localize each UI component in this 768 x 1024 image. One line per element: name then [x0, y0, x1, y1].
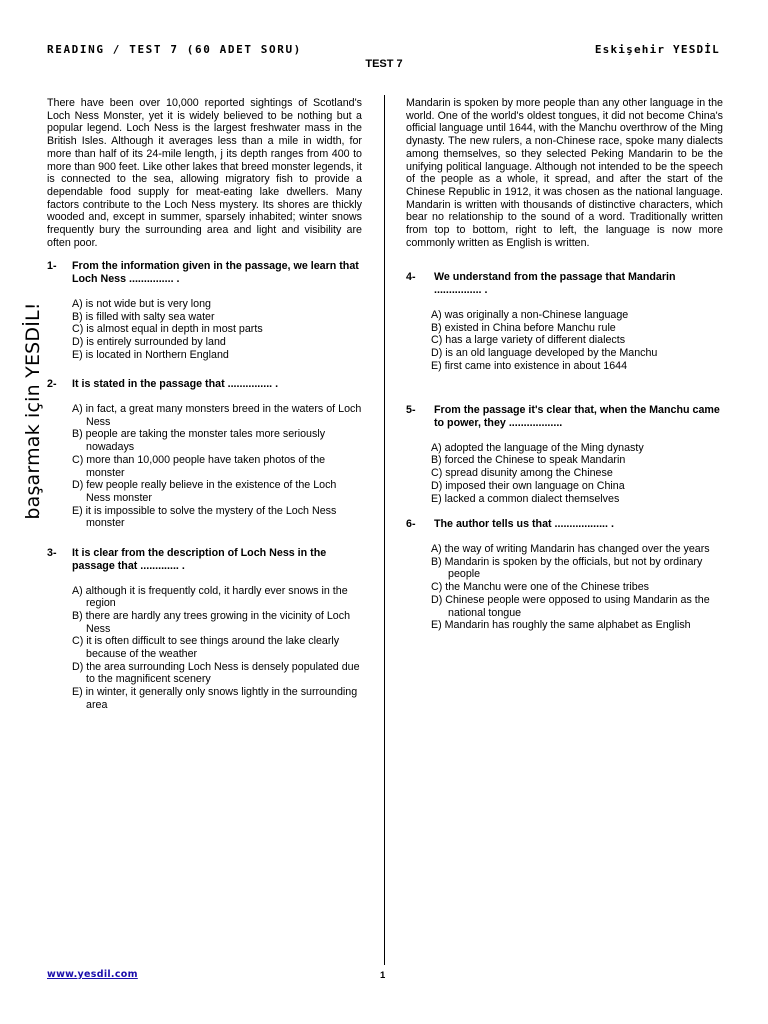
mandarin-passage: Mandarin is spoken by more people than any other language in the world. One of the world's oldest tongues, it did not become China's official language until 1644, with the Manchu overthrow of the Ming dynasty. The new rulers, a non-Chinese race, spoke many dialects among themselves, so they selected Peking Mandarin to be the unifying political language. Although not intended to be the speech of the people as a whole, it spread, and after the start of the Chinese Republic in 1912, it was chosen as the national language. Mandarin is written with thousands of distinctive characters, which bear no relationship to the sound of a word. Traditionally written from top to bottom, right to left, the language is now more commonly written as English is written. — [406, 97, 723, 249]
left-column — [47, 97, 362, 712]
option-d[interactable]: D) the area surrounding Loch Ness is densely populated due to the magnificent scenery — [72, 660, 360, 686]
question-stem — [406, 271, 723, 296]
answer-options — [430, 543, 723, 632]
question-1 — [47, 260, 362, 361]
option-a[interactable]: A) the way of writing Mandarin has changed over the years — [431, 542, 710, 555]
answer-options — [71, 585, 362, 712]
question-6 — [406, 518, 723, 632]
header-title-left: READING / TEST 7 (60 ADET SORU) — [47, 43, 302, 56]
option-c[interactable]: C) it is often difficult to see things around the lake clearly because of the weather — [72, 635, 340, 661]
option-e[interactable]: E) it is impossible to solve the mystery of the Loch Ness monster — [72, 504, 337, 530]
question-stem — [47, 378, 362, 391]
option-e[interactable]: E) lacked a common dialect themselves — [431, 492, 620, 505]
question-2 — [47, 378, 362, 530]
question-text: The author tells us that .................. . — [434, 518, 614, 531]
question-number: 3- — [47, 547, 57, 560]
option-e[interactable]: E) in winter, it generally only snows lightly in the surrounding area — [72, 686, 358, 711]
answer-options — [71, 298, 362, 362]
question-text: It is stated in the passage that ............... . — [72, 378, 279, 391]
answer-options — [71, 403, 362, 530]
question-text: We understand from the passage that Mandarin ................ . — [434, 271, 676, 297]
option-a[interactable]: A) adopted the language of the Ming dynasty — [431, 441, 644, 454]
option-b[interactable]: B) Mandarin is spoken by the officials, but not by ordinary people — [431, 555, 703, 581]
side-slogan-text: başarmak için YESDİL! — [22, 302, 44, 520]
test-title: TEST 7 — [365, 58, 403, 70]
option-a[interactable]: A) in fact, a great many monsters breed in the waters of Loch Ness — [72, 403, 362, 428]
question-number: 2- — [47, 378, 57, 391]
question-text: It is clear from the description of Loch Ness in the passage that ............. . — [72, 547, 327, 572]
answer-options — [430, 309, 723, 373]
option-b[interactable]: B) there are hardly any trees growing in the vicinity of Loch Ness — [72, 609, 351, 635]
option-a[interactable]: A) was originally a non-Chinese language — [431, 308, 629, 321]
loch-ness-passage: There have been over 10,000 reported sightings of Scotland's Loch Ness Monster, yet it is widely believed to be nothing but a popular legend. Loch Ness is the largest freshwater mass in the British Isles. Although it averages less than a mile in width, for more than half of its 24-mile length, j its depth ranges from 400 to more than 900 feet. Like other lakes that breed monster legends, it is connected to the sea, allowing migratory fish to provide a dependable food supply for meat-eating lake dwellers. Many factors contribute to the Loch Ness mystery. Its shores are thickly wooded and, except in summer, sparsely inhabited; winter snows frequently bury the surrounding area and light and visibility are often poor. — [47, 97, 362, 249]
option-e[interactable]: E) Mandarin has roughly the same alphabet as English — [431, 619, 691, 632]
question-number: 6- — [406, 518, 416, 531]
question-number: 1- — [47, 260, 57, 273]
option-c[interactable]: C) more than 10,000 people have taken photos of the monster — [72, 453, 326, 479]
question-5 — [406, 404, 723, 505]
question-4 — [406, 271, 723, 372]
side-slogan — [20, 300, 46, 522]
question-stem — [47, 260, 362, 285]
option-b[interactable]: B) existed in China before Manchu rule — [431, 321, 616, 334]
question-text: From the information given in the passage, we learn that Loch Ness ............... . — [72, 260, 359, 286]
option-e[interactable]: E) is located in Northern England — [72, 348, 229, 361]
option-b[interactable]: B) people are taking the monster tales more seriously nowadays — [72, 428, 326, 454]
option-b[interactable]: B) is filled with salty sea water — [72, 310, 215, 323]
answer-options — [430, 442, 723, 506]
question-stem — [47, 547, 362, 572]
option-d[interactable]: D) Chinese people were opposed to using Mandarin as the national tongue — [431, 593, 710, 619]
option-c[interactable]: C) is almost equal in depth in most parts — [72, 323, 263, 336]
option-d[interactable]: D) imposed their own language on China — [431, 479, 625, 492]
option-c[interactable]: C) the Manchu were one of the Chinese tribes — [431, 581, 650, 594]
question-stem — [406, 404, 723, 429]
option-d[interactable]: D) is an old language developed by the Manchu — [431, 346, 658, 359]
question-number: 4- — [406, 271, 416, 284]
option-b[interactable]: B) forced the Chinese to speak Mandarin — [431, 454, 626, 467]
option-e[interactable]: E) first came into existence in about 1644 — [431, 359, 628, 372]
option-d[interactable]: D) few people really believe in the existence of the Loch Ness monster — [72, 479, 337, 504]
option-d[interactable]: D) is entirely surrounded by land — [72, 335, 226, 348]
option-c[interactable]: C) spread disunity among the Chinese — [431, 467, 613, 480]
website-link[interactable]: www.yesdil.com — [47, 969, 138, 980]
question-text: From the passage it's clear that, when the Manchu came to power, they .................. — [434, 404, 720, 430]
option-a[interactable]: A) is not wide but is very long — [72, 297, 212, 310]
page-number: 1 — [380, 970, 386, 981]
question-3 — [47, 547, 362, 711]
question-stem — [406, 518, 723, 531]
column-divider — [384, 95, 385, 965]
question-number: 5- — [406, 404, 416, 417]
option-a[interactable]: A) although it is frequently cold, it hardly ever snows in the region — [72, 584, 348, 610]
header-publisher: Eskişehir YESDİL — [594, 43, 720, 56]
right-column — [406, 97, 723, 632]
option-c[interactable]: C) has a large variety of different dialects — [431, 334, 626, 347]
